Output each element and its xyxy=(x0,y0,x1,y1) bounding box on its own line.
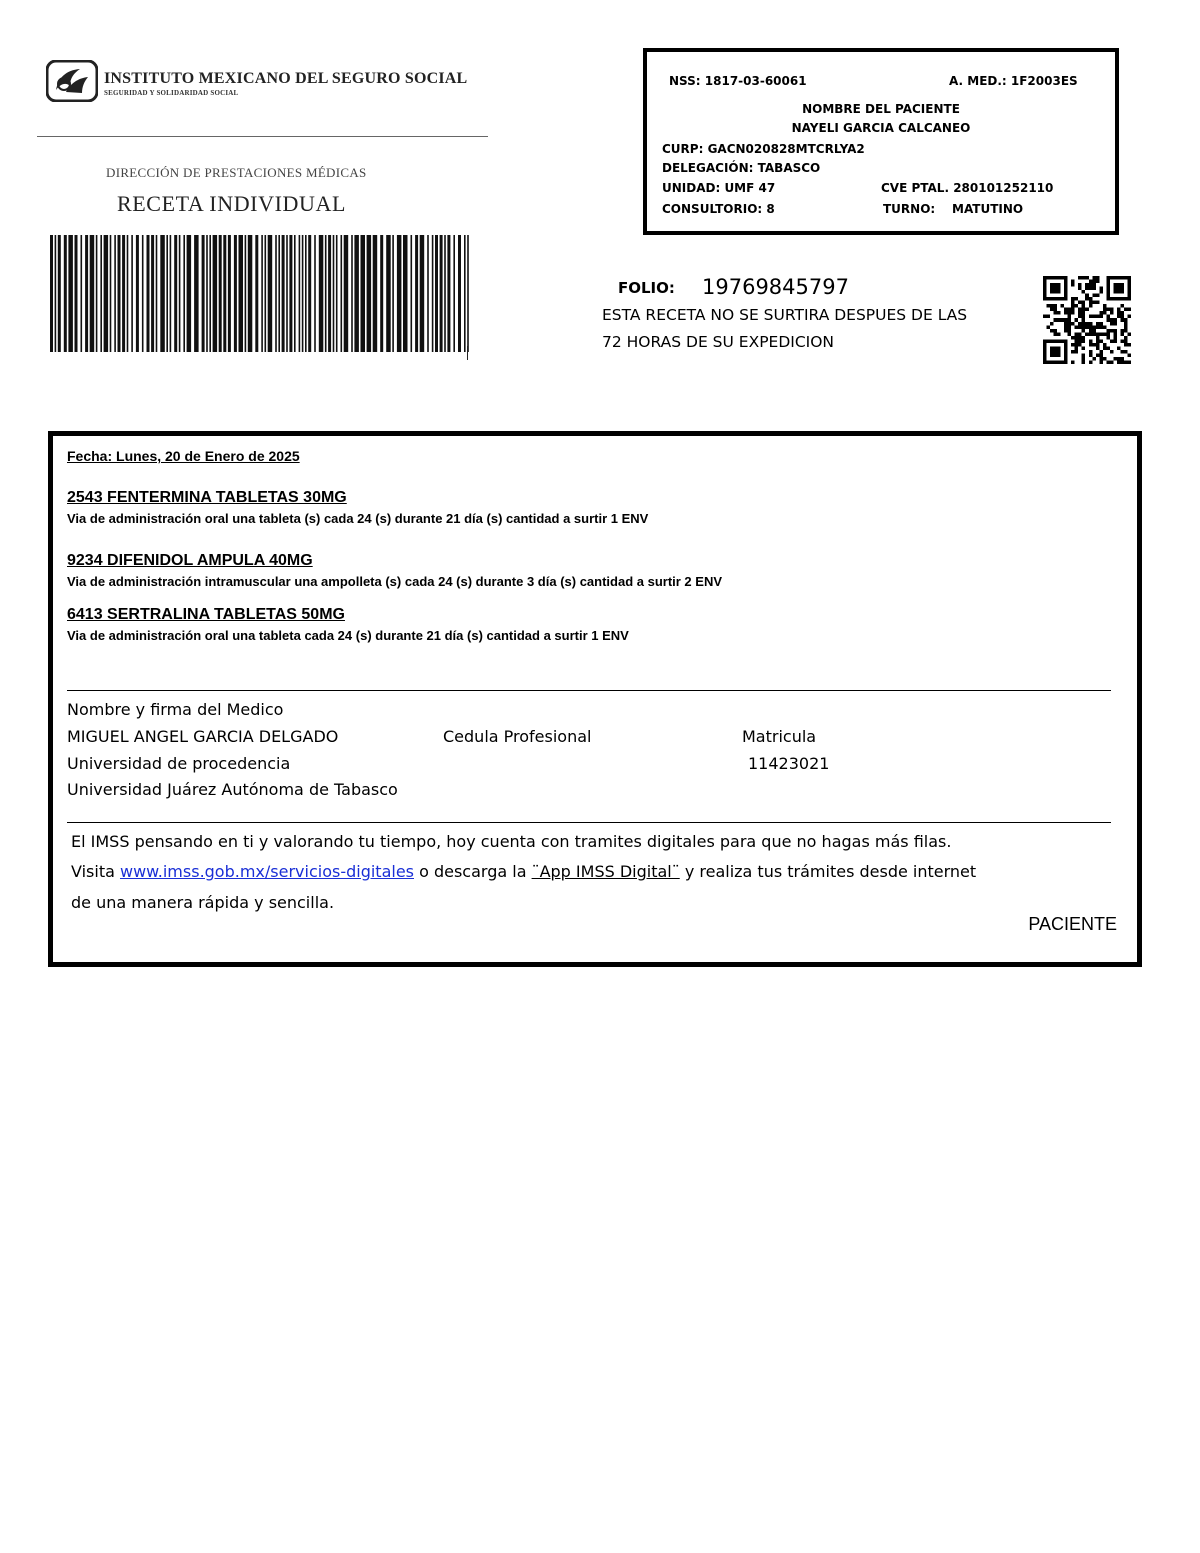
imss-digital-services-link[interactable]: www.imss.gob.mx/servicios-digitales xyxy=(119,862,414,881)
internet-text: y realiza tus trámites desde internet xyxy=(679,862,977,881)
patient-info-box xyxy=(643,48,1119,235)
document-title: RECETA INDIVIDUAL xyxy=(117,191,347,216)
institution-name: INSTITUTO MEXICANO DEL SEGURO SOCIAL xyxy=(104,70,468,87)
medication-title: 9234 DIFENIDOL AMPULA 40MG xyxy=(67,552,313,569)
visit-prefix: Visita xyxy=(71,862,120,881)
university-name: Universidad Juárez Autónoma de Tabasco xyxy=(67,780,398,799)
doctor-name: MIGUEL ANGEL GARCIA DELGADO xyxy=(67,727,339,746)
consultorio: CONSULTORIO: 8 xyxy=(662,202,775,216)
folio-label: FOLIO: xyxy=(618,279,675,297)
footer-divider xyxy=(67,822,1111,823)
app-name: ¨App IMSS Digital¨ xyxy=(531,862,680,881)
institution-subtitle: SEGURIDAD Y SOLIDARIDAD SOCIAL xyxy=(104,89,239,97)
prescription-box xyxy=(48,431,1142,967)
direction-label: DIRECCIÓN DE PRESTACIONES MÉDICAS xyxy=(106,165,367,180)
a-med: A. MED.: 1F2003ES xyxy=(949,74,1078,88)
folio-value: 19769845797 xyxy=(702,275,849,299)
turno-label: TURNO: xyxy=(883,202,936,216)
imss-message-line3: de una manera rápida y sencilla. xyxy=(71,893,335,912)
turno: MATUTINO xyxy=(952,202,1024,216)
prescription-date: Fecha: Lunes, 20 de Enero de 2025 xyxy=(67,448,300,464)
imss-message-line1: El IMSS pensando en ti y valorando tu tiempo, hoy cuenta con tramites digitales para que no hagas más filas. xyxy=(71,832,952,851)
signature-divider xyxy=(67,690,1111,691)
imss-logo-icon xyxy=(46,60,98,102)
medication-instructions: Via de administración intramuscular una ampolleta (s) cada 24 (s) durante 3 día (s) cantidad a surtir 2 ENV xyxy=(67,574,723,589)
matricula-value: 11423021 xyxy=(748,754,830,773)
barcode-mark xyxy=(467,346,468,360)
download-text: o descarga la xyxy=(414,862,532,881)
medication-title: 6413 SERTRALINA TABLETAS 50MG xyxy=(67,606,345,623)
qr-code-icon xyxy=(1043,276,1131,364)
cedula-label: Cedula Profesional xyxy=(443,727,592,746)
signature-label: Nombre y firma del Medico xyxy=(67,700,284,719)
expiry-warning-line2: 72 HORAS DE SU EXPEDICION xyxy=(602,333,835,351)
curp: CURP: GACN020828MTCRLYA2 xyxy=(662,142,865,156)
nss: NSS: 1817-03-60061 xyxy=(669,74,807,88)
delegacion: DELEGACIÓN: TABASCO xyxy=(662,161,821,175)
patient-name-label: NOMBRE DEL PACIENTE xyxy=(802,102,960,116)
barcode-icon xyxy=(50,235,470,352)
imss-message-line2 xyxy=(71,862,976,881)
expiry-warning-line1: ESTA RECETA NO SE SURTIRA DESPUES DE LAS xyxy=(602,306,968,324)
patient-name: NAYELI GARCIA CALCANEO xyxy=(791,121,971,135)
matricula-label: Matricula xyxy=(742,727,817,746)
medication-instructions: Via de administración oral una tableta cada 24 (s) durante 21 día (s) cantidad a surtir 1 ENV xyxy=(67,628,629,643)
unidad: UNIDAD: UMF 47 xyxy=(662,181,776,195)
copy-label: PACIENTE xyxy=(1028,914,1117,934)
cve-ptal: CVE PTAL. 280101252110 xyxy=(881,181,1054,195)
header-divider xyxy=(37,136,488,137)
medication-instructions: Via de administración oral una tableta (s) cada 24 (s) durante 21 día (s) cantidad a surtir 1 ENV xyxy=(67,511,649,526)
medication-title: 2543 FENTERMINA TABLETAS 30MG xyxy=(67,489,347,506)
university-label: Universidad de procedencia xyxy=(67,754,291,773)
